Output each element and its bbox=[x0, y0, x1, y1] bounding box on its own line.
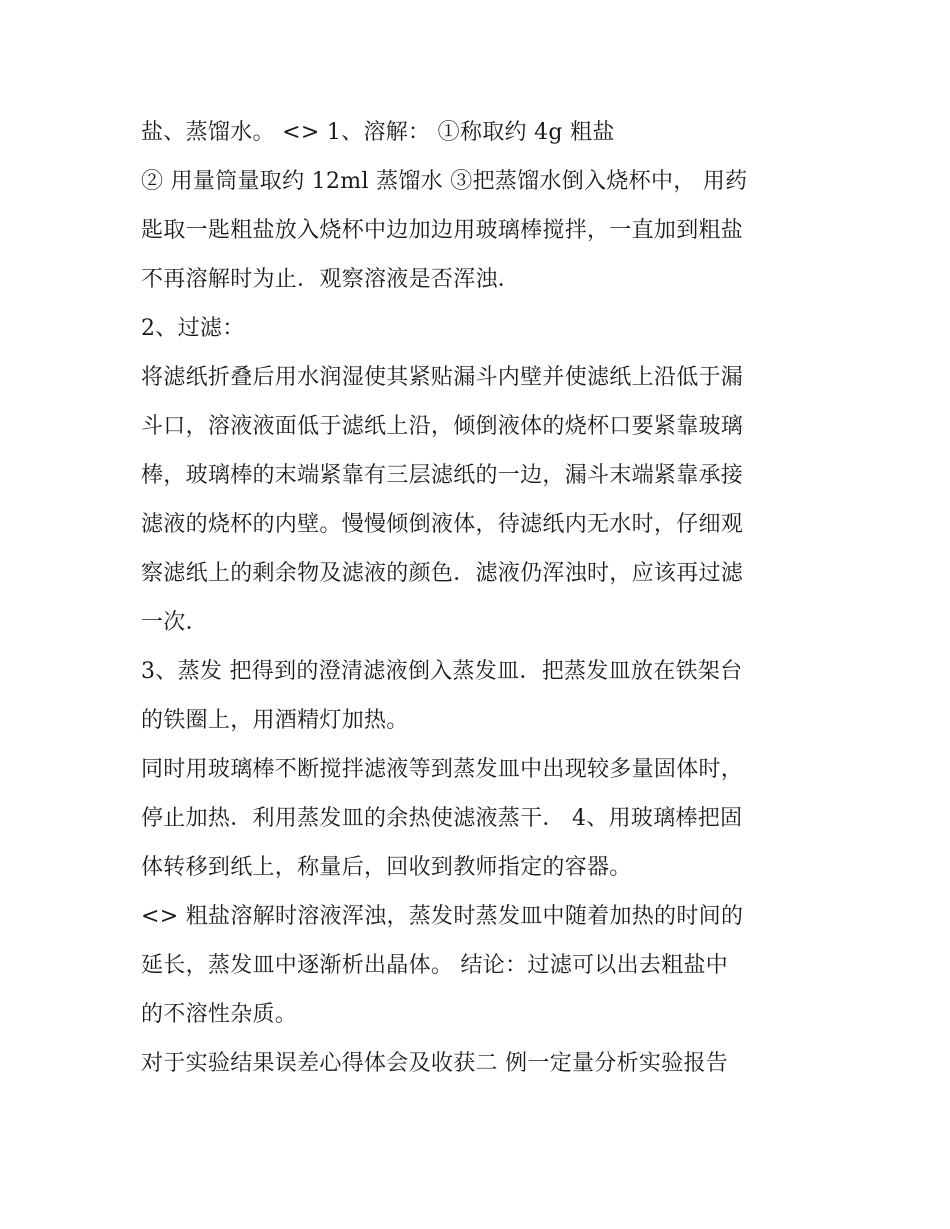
text-line: 匙取一匙粗盐放入烧杯中边加边用玻璃棒搅拌，一直加到粗盐 bbox=[141, 218, 744, 243]
section-heading: 2、过滤： bbox=[141, 316, 245, 341]
text-line: 停止加热．利用蒸发皿的余热使滤液蒸干． 4、用玻璃棒把固 bbox=[141, 806, 743, 831]
text-line: 3、蒸发 把得到的澄清滤液倒入蒸发皿．把蒸发皿放在铁架台 bbox=[141, 659, 743, 684]
text-line: ② 用量筒量取约 12ml 蒸馏水 ③把蒸馏水倒入烧杯中， 用药 bbox=[141, 169, 748, 194]
text-line: 对于实验结果误差心得体会及收获二 例一定量分析实验报告 bbox=[141, 1051, 729, 1076]
text-line: 察滤纸上的剩余物及滤液的颜色．滤液仍浑浊时，应该再过滤 bbox=[141, 561, 744, 586]
text-line: 的铁圈上，用酒精灯加热。 bbox=[141, 708, 409, 733]
text-line: 不再溶解时为止．观察溶液是否浑浊． bbox=[141, 267, 521, 292]
text-line: 将滤纸折叠后用水润湿使其紧贴漏斗内壁并使滤纸上沿低于漏 bbox=[141, 365, 744, 390]
document-body bbox=[141, 108, 821, 1088]
text-line: 体转移到纸上，称量后，回收到教师指定的容器。 bbox=[141, 855, 632, 880]
text-line: 斗口，溶液液面低于滤纸上沿，倾倒液体的烧杯口要紧靠玻璃 bbox=[141, 414, 744, 439]
text-line: 滤液的烧杯的内壁。慢慢倾倒液体，待滤纸内无水时，仔细观 bbox=[141, 512, 744, 537]
text-line: 的不溶性杂质。 bbox=[141, 1002, 298, 1027]
text-line: 同时用玻璃棒不断搅拌滤液等到蒸发皿中出现较多量固体时， bbox=[141, 757, 744, 782]
text-line: 一次． bbox=[141, 610, 208, 635]
text-line: 盐、蒸馏水。 <> 1、溶解： ①称取约 4g 粗盐 bbox=[141, 120, 615, 145]
text-line: 延长，蒸发皿中逐渐析出晶体。 结论：过滤可以出去粗盐中 bbox=[141, 953, 729, 978]
text-line: <> 粗盐溶解时溶液浑浊，蒸发时蒸发皿中随着加热的时间的 bbox=[141, 904, 744, 929]
text-line: 棒，玻璃棒的末端紧靠有三层滤纸的一边，漏斗末端紧靠承接 bbox=[141, 463, 744, 488]
